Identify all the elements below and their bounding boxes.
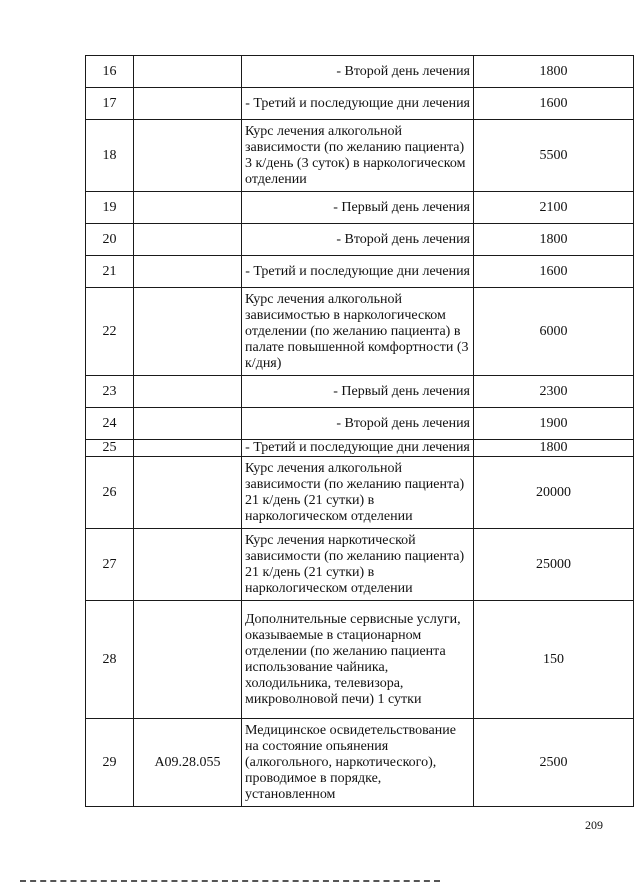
price-cell: 1600 — [474, 88, 634, 120]
scan-bottom-edge — [20, 880, 440, 882]
price-cell: 1800 — [474, 56, 634, 88]
service-code-cell — [134, 288, 242, 376]
price-cell: 2300 — [474, 376, 634, 408]
service-name-cell: - Первый день лечения — [242, 376, 474, 408]
service-code-cell — [134, 440, 242, 457]
service-name-cell: - Второй день лечения — [242, 408, 474, 440]
page-number: 209 — [585, 818, 603, 832]
row-number-cell: 16 — [86, 56, 134, 88]
row-number-cell: 19 — [86, 192, 134, 224]
service-name-cell: Медицинское освидетельствование на состояние опьянения (алкогольного, наркотического), проводимое в порядке, установленном — [242, 719, 474, 807]
price-table-body — [86, 56, 634, 807]
price-cell: 5500 — [474, 120, 634, 192]
row-number-cell: 28 — [86, 601, 134, 719]
service-code-cell — [134, 192, 242, 224]
table-row — [86, 529, 634, 601]
service-code-cell — [134, 376, 242, 408]
service-name-cell: - Третий и последующие дни лечения — [242, 440, 474, 457]
service-name-cell: - Второй день лечения — [242, 224, 474, 256]
service-name-cell: Дополнительные сервисные услуги, оказываемые в стационарном отделении (по желанию пациента использование чайника, холодильника, телевизора, микроволновой печи) 1 сутки — [242, 601, 474, 719]
price-cell: 6000 — [474, 288, 634, 376]
service-code-cell — [134, 56, 242, 88]
row-number-cell: 24 — [86, 408, 134, 440]
row-number-cell: 20 — [86, 224, 134, 256]
table-row — [86, 376, 634, 408]
table-row — [86, 601, 634, 719]
price-cell: 20000 — [474, 457, 634, 529]
service-code-cell — [134, 256, 242, 288]
price-cell: 2500 — [474, 719, 634, 807]
price-cell: 2100 — [474, 192, 634, 224]
service-name-cell: - Третий и последующие дни лечения — [242, 88, 474, 120]
service-name-cell: - Третий и последующие дни лечения — [242, 256, 474, 288]
row-number-cell: 23 — [86, 376, 134, 408]
table-row — [86, 440, 634, 457]
row-number-cell: 22 — [86, 288, 134, 376]
service-code-cell — [134, 88, 242, 120]
service-code-cell — [134, 601, 242, 719]
table-row — [86, 719, 634, 807]
service-name-cell: - Второй день лечения — [242, 56, 474, 88]
service-name-cell: Курс лечения алкогольной зависимости (по желанию пациента) 3 к/день (3 суток) в наркологическом отделении — [242, 120, 474, 192]
row-number-cell: 26 — [86, 457, 134, 529]
table-row — [86, 88, 634, 120]
row-number-cell: 25 — [86, 440, 134, 457]
row-number-cell: 21 — [86, 256, 134, 288]
table-row — [86, 120, 634, 192]
table-row — [86, 408, 634, 440]
service-code-cell — [134, 120, 242, 192]
row-number-cell: 18 — [86, 120, 134, 192]
table-row — [86, 457, 634, 529]
table-row — [86, 56, 634, 88]
price-table — [85, 55, 634, 807]
row-number-cell: 17 — [86, 88, 134, 120]
service-code-cell: A09.28.055 — [134, 719, 242, 807]
price-cell: 1900 — [474, 408, 634, 440]
row-number-cell: 27 — [86, 529, 134, 601]
price-cell: 1600 — [474, 256, 634, 288]
service-name-cell: - Первый день лечения — [242, 192, 474, 224]
price-cell: 25000 — [474, 529, 634, 601]
service-code-cell — [134, 408, 242, 440]
table-row — [86, 192, 634, 224]
table-row — [86, 288, 634, 376]
price-cell: 1800 — [474, 440, 634, 457]
service-name-cell: Курс лечения алкогольной зависимости (по желанию пациента) 21 к/день (21 сутки) в наркологическом отделении — [242, 457, 474, 529]
service-code-cell — [134, 457, 242, 529]
service-code-cell — [134, 224, 242, 256]
service-name-cell: Курс лечения наркотической зависимости (по желанию пациента) 21 к/день (21 сутки) в наркологическом отделении — [242, 529, 474, 601]
price-cell: 1800 — [474, 224, 634, 256]
service-code-cell — [134, 529, 242, 601]
price-cell: 150 — [474, 601, 634, 719]
service-name-cell: Курс лечения алкогольной зависимостью в наркологическом отделении (по желанию пациента) в палате повышенной комфортности (3 к/дня) — [242, 288, 474, 376]
row-number-cell: 29 — [86, 719, 134, 807]
table-row — [86, 224, 634, 256]
table-row — [86, 256, 634, 288]
